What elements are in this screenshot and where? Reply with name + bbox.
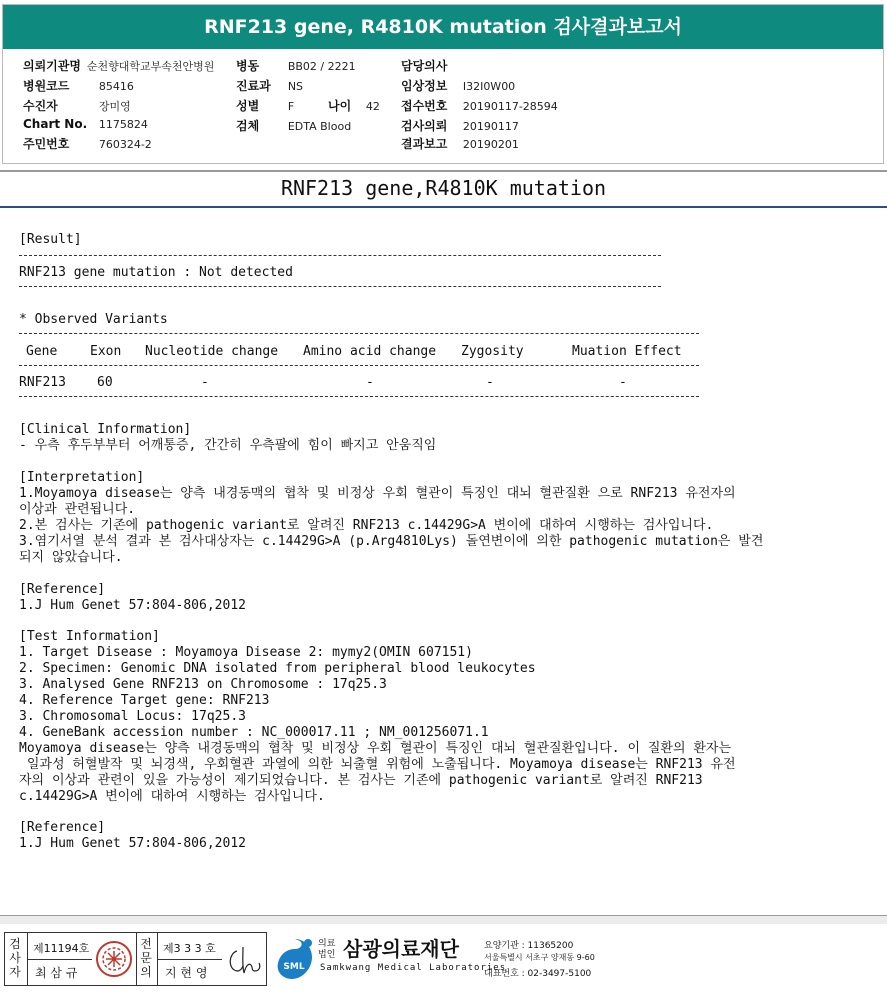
meta-receipt-label: 접수번호 xyxy=(401,99,448,113)
tester-seal-stamp xyxy=(94,939,134,983)
table-cell-zygosity: - xyxy=(486,375,494,390)
org-prefix-line-1: 의료 xyxy=(318,939,336,949)
clinical-line: - 우측 후두부부터 어깨통증, 간간히 우측팔에 힘이 빠지고 안움직임 xyxy=(19,438,437,453)
dashed-divider xyxy=(19,396,699,397)
header-frame xyxy=(2,4,884,164)
org-english-name: Samkwang Medical Laboratories xyxy=(320,963,507,973)
org-prefix xyxy=(318,939,335,961)
table-cell-nucleotide: - xyxy=(201,375,209,390)
meta-clinical-value: I32I0W00 xyxy=(462,80,516,93)
meta-specimen-label: 검체 xyxy=(236,119,260,133)
reference-line: 1.J Hum Genet 57:804-806,2012 xyxy=(19,598,246,613)
report-title: RNF213 gene,R4810K mutation xyxy=(280,176,607,200)
divider xyxy=(27,959,92,960)
test-info-heading: [Test Information] xyxy=(19,629,160,644)
meta-requester-label: 의뢰기관명 xyxy=(23,59,81,73)
specialist-name: 지 현 영 xyxy=(165,966,208,980)
meta-patient-value: 장미영 xyxy=(98,100,131,113)
table-cell-amino: - xyxy=(366,375,374,390)
test-info-line: Moyamoya disease는 양측 내경동맥의 협착 및 비정상 우회 혈관이 특징인 대뇌 혈관질환입니다. 이 질환의 환자는 xyxy=(19,741,732,756)
table-header-zygosity: Zygosity xyxy=(461,344,524,359)
meta-dept-value: NS xyxy=(287,80,304,93)
meta-specimen-value: EDTA Blood xyxy=(287,120,352,133)
signature-box xyxy=(4,932,267,986)
meta-rrn-value: 760324-2 xyxy=(98,138,152,151)
meta-rrn-label: 주민번호 xyxy=(23,137,70,151)
org-name: 삼광의료재단 xyxy=(343,937,459,961)
divider xyxy=(157,959,222,960)
divider xyxy=(0,170,887,172)
title-underline xyxy=(0,206,887,208)
test-info-line: 3. Chromosomal Locus: 17q25.3 xyxy=(19,709,246,724)
reference-line: 1.J Hum Genet 57:804-806,2012 xyxy=(19,836,246,851)
specialist-license: 제3 3 3 호 xyxy=(163,942,216,955)
org-phone: 대표번호 : 02-3497-5100 xyxy=(484,969,592,979)
meta-clinical xyxy=(401,77,515,94)
meta-doctor xyxy=(401,57,459,74)
tester-name: 최 삼 규 xyxy=(35,966,78,980)
meta-requester-value: 순천향대학교부속천안병원 xyxy=(86,60,215,73)
dashed-divider xyxy=(19,333,699,334)
test-info-line: c.14429G>A 변이에 대하여 시행하는 검사입니다. xyxy=(19,789,325,804)
org-prefix-line-2: 법인 xyxy=(318,950,336,960)
meta-dept-label: 진료과 xyxy=(236,79,271,93)
meta-ward xyxy=(236,57,356,74)
test-info-line: 4. GeneBank accession number : NC_000017.11 ; NM_001256071.1 xyxy=(19,725,489,740)
meta-hospital-code xyxy=(23,77,134,94)
table-header-exon: Exon xyxy=(90,344,122,359)
meta-rrn xyxy=(23,135,152,152)
table-header-effect: Muation Effect xyxy=(572,344,682,359)
result-heading: [Result] xyxy=(19,232,82,247)
meta-chart-label: Chart No. xyxy=(23,117,88,131)
meta-age xyxy=(328,97,380,114)
interpretation-line: 이상과 관련됩니다. xyxy=(19,502,136,517)
meta-ward-value: BB02 / 2221 xyxy=(287,60,356,73)
meta-sex-label: 성별 xyxy=(236,99,260,113)
meta-hospital-code-label: 병원코드 xyxy=(23,79,70,93)
clinical-heading: [Clinical Information] xyxy=(19,422,192,437)
meta-age-label: 나이 xyxy=(328,99,352,113)
test-info-line: 일과성 허혈발작 및 뇌경색, 우회혈관 과열에 의한 뇌출혈 위험에 노출됩니다. Moyamoya disease는 RNF213 유전 xyxy=(19,757,736,772)
dashed-divider xyxy=(19,286,661,287)
meta-clinical-label: 임상정보 xyxy=(401,79,448,93)
meta-age-value: 42 xyxy=(365,100,380,113)
test-info-line: 자의 이상과 관련이 있을 가능성이 제기되었습니다. 본 검사는 기존에 pathogenic variant로 알려진 RNF213 xyxy=(19,773,703,788)
test-info-line: 1. Target Disease : Moyamoya Disease 2: mymy2(OMIN 607151) xyxy=(19,645,473,660)
interpretation-line: 3.염기서열 분석 결과 본 검사대상자는 c.14429G>A (p.Arg4810Lys) 돌연변이에 의한 pathogenic mutation은 발견 xyxy=(19,534,764,549)
divider xyxy=(136,933,137,985)
org-address: 서울특별시 서초구 양재동 9-60 xyxy=(484,953,595,962)
sml-logo-icon xyxy=(272,935,318,987)
test-info-line: 3. Analysed Gene RNF213 on Chromosome : 17q25.3 xyxy=(19,677,387,692)
meta-sex xyxy=(236,97,294,114)
interpretation-line: 1.Moyamoya disease는 양측 내경동맥의 협착 및 비정상 우회 혈관이 특징인 대뇌 혈관질환 으로 RNF213 유전자의 xyxy=(19,486,736,501)
table-header-gene: Gene xyxy=(26,344,58,359)
meta-patient xyxy=(23,97,131,114)
table-cell-gene: RNF213 xyxy=(19,375,66,390)
test-info-line: 2. Specimen: Genomic DNA isolated from peripheral blood leukocytes xyxy=(19,661,536,676)
meta-report-date-label: 결과보고 xyxy=(401,137,448,151)
interpretation-line: 되지 않았습니다. xyxy=(19,550,123,565)
dashed-divider xyxy=(19,365,699,366)
test-info-line: 4. Reference Target gene: RNF213 xyxy=(19,693,270,708)
table-header-amino: Amino acid change xyxy=(303,344,437,359)
dashed-divider xyxy=(19,255,661,256)
table-cell-effect: - xyxy=(619,375,627,390)
meta-receipt xyxy=(401,97,558,114)
observed-heading: * Observed Variants xyxy=(19,312,168,327)
table-cell-exon: 60 xyxy=(97,375,113,390)
meta-hospital-code-value: 85416 xyxy=(98,80,134,93)
meta-dept xyxy=(236,77,303,94)
meta-report-date-value: 20190201 xyxy=(462,138,519,151)
meta-receipt-value: 20190117-28594 xyxy=(462,100,558,113)
tester-label: 검 사 자 xyxy=(9,937,21,979)
meta-chart xyxy=(23,117,148,131)
reference-heading: [Reference] xyxy=(19,820,106,835)
logo-text: SML xyxy=(283,962,305,972)
meta-doctor-label: 담당의사 xyxy=(401,59,448,73)
meta-request xyxy=(401,117,519,134)
meta-specimen xyxy=(236,117,351,134)
reference-heading: [Reference] xyxy=(19,582,106,597)
result-line: RNF213 gene mutation : Not detected xyxy=(19,265,293,280)
specialist-signature xyxy=(223,939,263,983)
meta-chart-value: 1175824 xyxy=(98,118,148,131)
table-header-nucleotide: Nucleotide change xyxy=(145,344,279,359)
tester-license: 제11194호 xyxy=(33,942,90,955)
meta-request-value: 20190117 xyxy=(462,120,519,133)
specialist-label: 전 문 의 xyxy=(140,937,152,979)
footer-band xyxy=(0,915,887,924)
meta-ward-label: 병동 xyxy=(236,59,260,73)
interpretation-heading: [Interpretation] xyxy=(19,470,145,485)
interpretation-line: 2.본 검사는 기존에 pathogenic variant로 알려진 RNF213 c.14429G>A 변이에 대하여 시행하는 검사입니다. xyxy=(19,518,714,533)
report-header-title: RNF213 gene, R4810K mutation 검사결과보고서 xyxy=(3,5,883,49)
meta-request-label: 검사의뢰 xyxy=(401,119,448,133)
org-code: 요양기관 : 11365200 xyxy=(484,941,574,951)
meta-requester xyxy=(23,57,214,74)
meta-sex-value: F xyxy=(287,100,295,113)
meta-patient-label: 수진자 xyxy=(23,99,58,113)
meta-report-date xyxy=(401,135,519,152)
